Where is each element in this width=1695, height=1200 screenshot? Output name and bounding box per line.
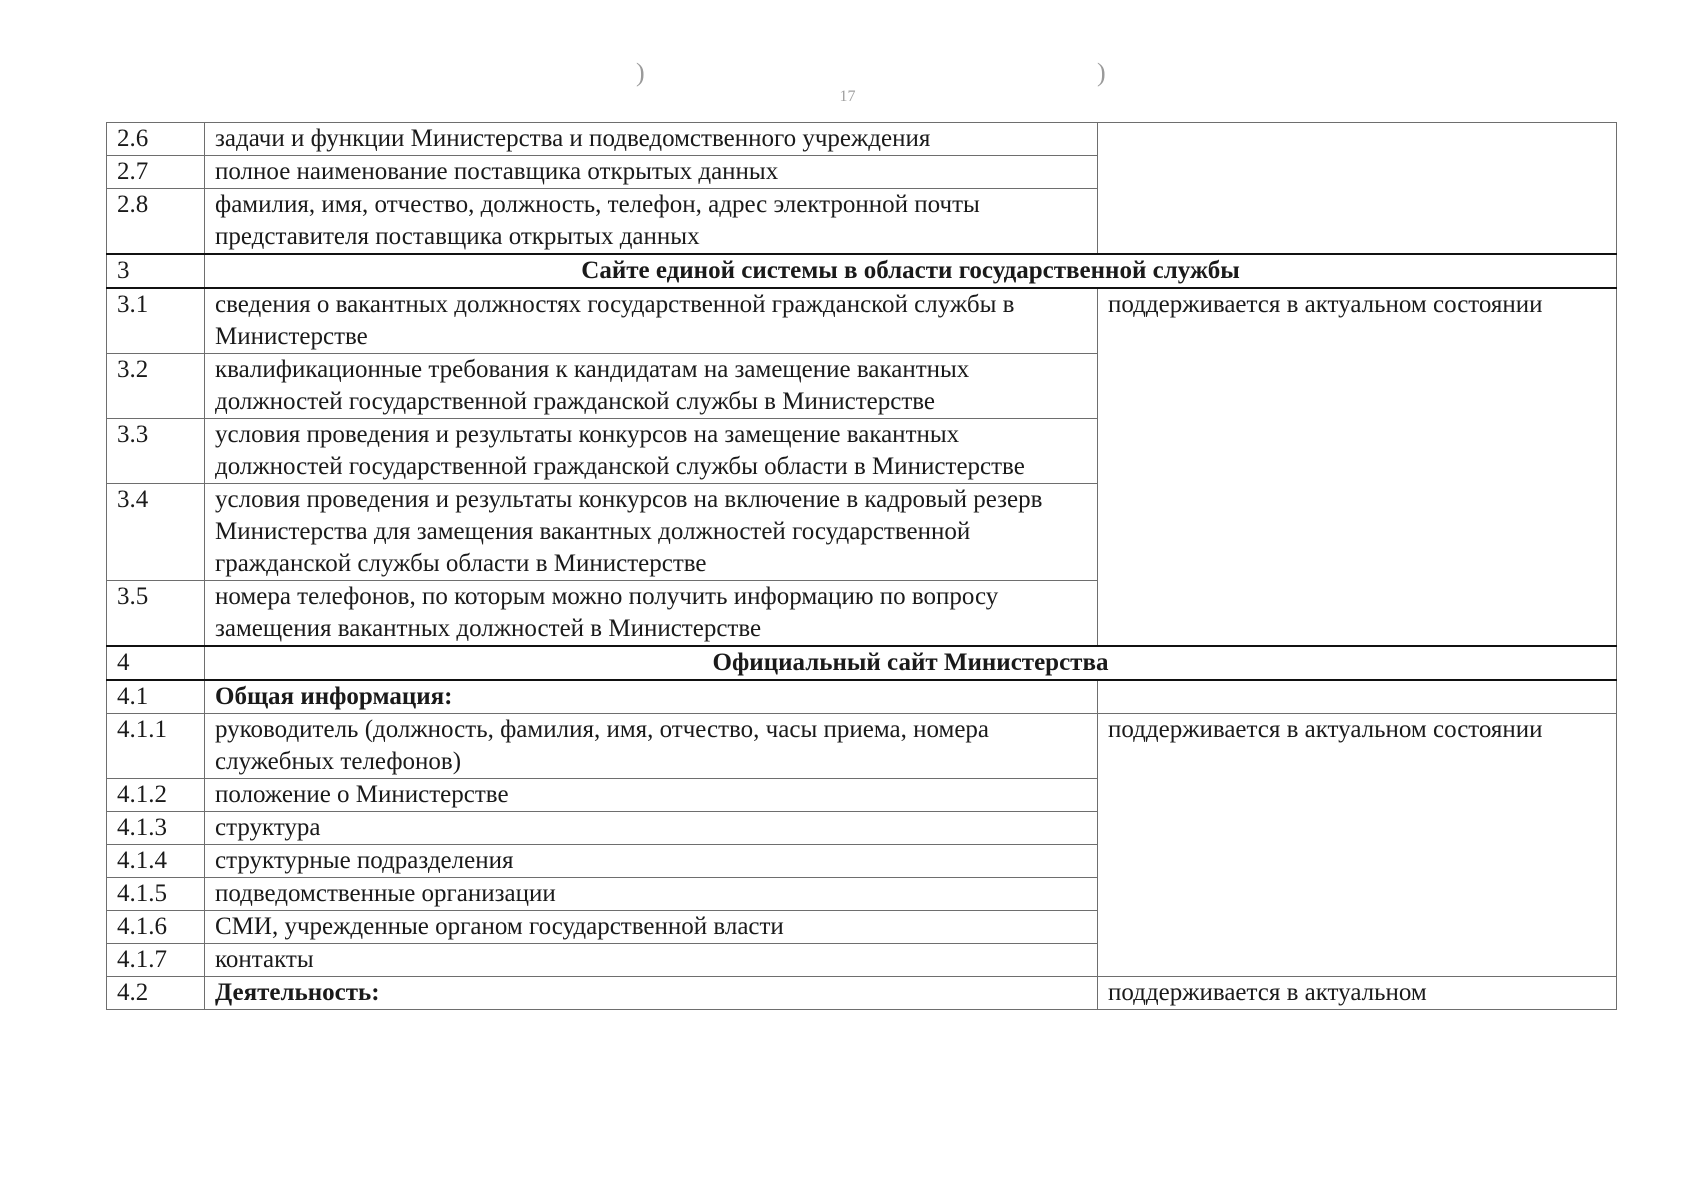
row-text: руководитель (должность, фамилия, имя, отчество, часы приема, номера служебных телефонов) (205, 714, 1098, 779)
row-number: 4.1.6 (107, 911, 205, 944)
row-text: положение о Министерстве (205, 779, 1098, 812)
row-number: 3.5 (107, 581, 205, 647)
row-heading: Общая информация: (205, 680, 1098, 714)
row-number: 4.1.7 (107, 944, 205, 977)
table-row (107, 680, 1617, 714)
row-number: 4.1.3 (107, 812, 205, 845)
row-number: 3.3 (107, 419, 205, 484)
row-text: условия проведения и результаты конкурсов на замещение вакантных должностей государственной гражданской службы области в Министерстве (205, 419, 1098, 484)
row-heading: Деятельность: (205, 977, 1098, 1010)
row-number: 4.1.2 (107, 779, 205, 812)
section-title: Сайте единой системы в области государственной службы (205, 254, 1617, 288)
document-table (106, 122, 1617, 1010)
row-text: полное наименование поставщика открытых данных (205, 156, 1098, 189)
section-title: Официальный сайт Министерства (205, 646, 1617, 680)
row-number: 2.8 (107, 189, 205, 255)
row-text: задачи и функции Министерства и подведомственного учреждения (205, 123, 1098, 156)
row-number: 4.1 (107, 680, 205, 714)
row-number: 4.1.5 (107, 878, 205, 911)
status-cell: поддерживается в актуальном состоянии (1098, 714, 1617, 977)
table-row (107, 977, 1617, 1010)
row-text: номера телефонов, по которым можно получить информацию по вопросу замещения вакантных должностей в Министерстве (205, 581, 1098, 647)
status-cell: поддерживается в актуальном (1098, 977, 1617, 1010)
table-row (107, 288, 1617, 354)
row-number: 3.1 (107, 288, 205, 354)
row-text: подведомственные организации (205, 878, 1098, 911)
row-text: фамилия, имя, отчество, должность, телефон, адрес электронной почты представителя поставщика открытых данных (205, 189, 1098, 255)
row-number: 4.1.1 (107, 714, 205, 779)
status-cell (1098, 680, 1617, 714)
table-row (107, 714, 1617, 779)
row-number: 4.2 (107, 977, 205, 1010)
page-number: 17 (839, 88, 856, 105)
row-text: структура (205, 812, 1098, 845)
row-text: контакты (205, 944, 1098, 977)
scan-mark-right: ) (1097, 58, 1106, 87)
row-number: 3.2 (107, 354, 205, 419)
table-row (107, 123, 1617, 156)
status-cell (1098, 123, 1617, 255)
section-row (107, 646, 1617, 680)
section-row (107, 254, 1617, 288)
row-text: сведения о вакантных должностях государственной гражданской службы в Министерстве (205, 288, 1098, 354)
section-number: 4 (107, 646, 205, 680)
scan-mark-left: ) (636, 58, 645, 87)
row-text: структурные подразделения (205, 845, 1098, 878)
row-text: условия проведения и результаты конкурсов на включение в кадровый резерв Министерства для замещения вакантных должностей государственной гражданской службы области в Министерстве (205, 484, 1098, 581)
row-text: СМИ, учрежденные органом государственной власти (205, 911, 1098, 944)
row-number: 4.1.4 (107, 845, 205, 878)
row-number: 2.7 (107, 156, 205, 189)
section-number: 3 (107, 254, 205, 288)
row-number: 3.4 (107, 484, 205, 581)
row-text: квалификационные требования к кандидатам на замещение вакантных должностей государственной гражданской службы в Министерстве (205, 354, 1098, 419)
row-number: 2.6 (107, 123, 205, 156)
status-cell: поддерживается в актуальном состоянии (1098, 288, 1617, 646)
